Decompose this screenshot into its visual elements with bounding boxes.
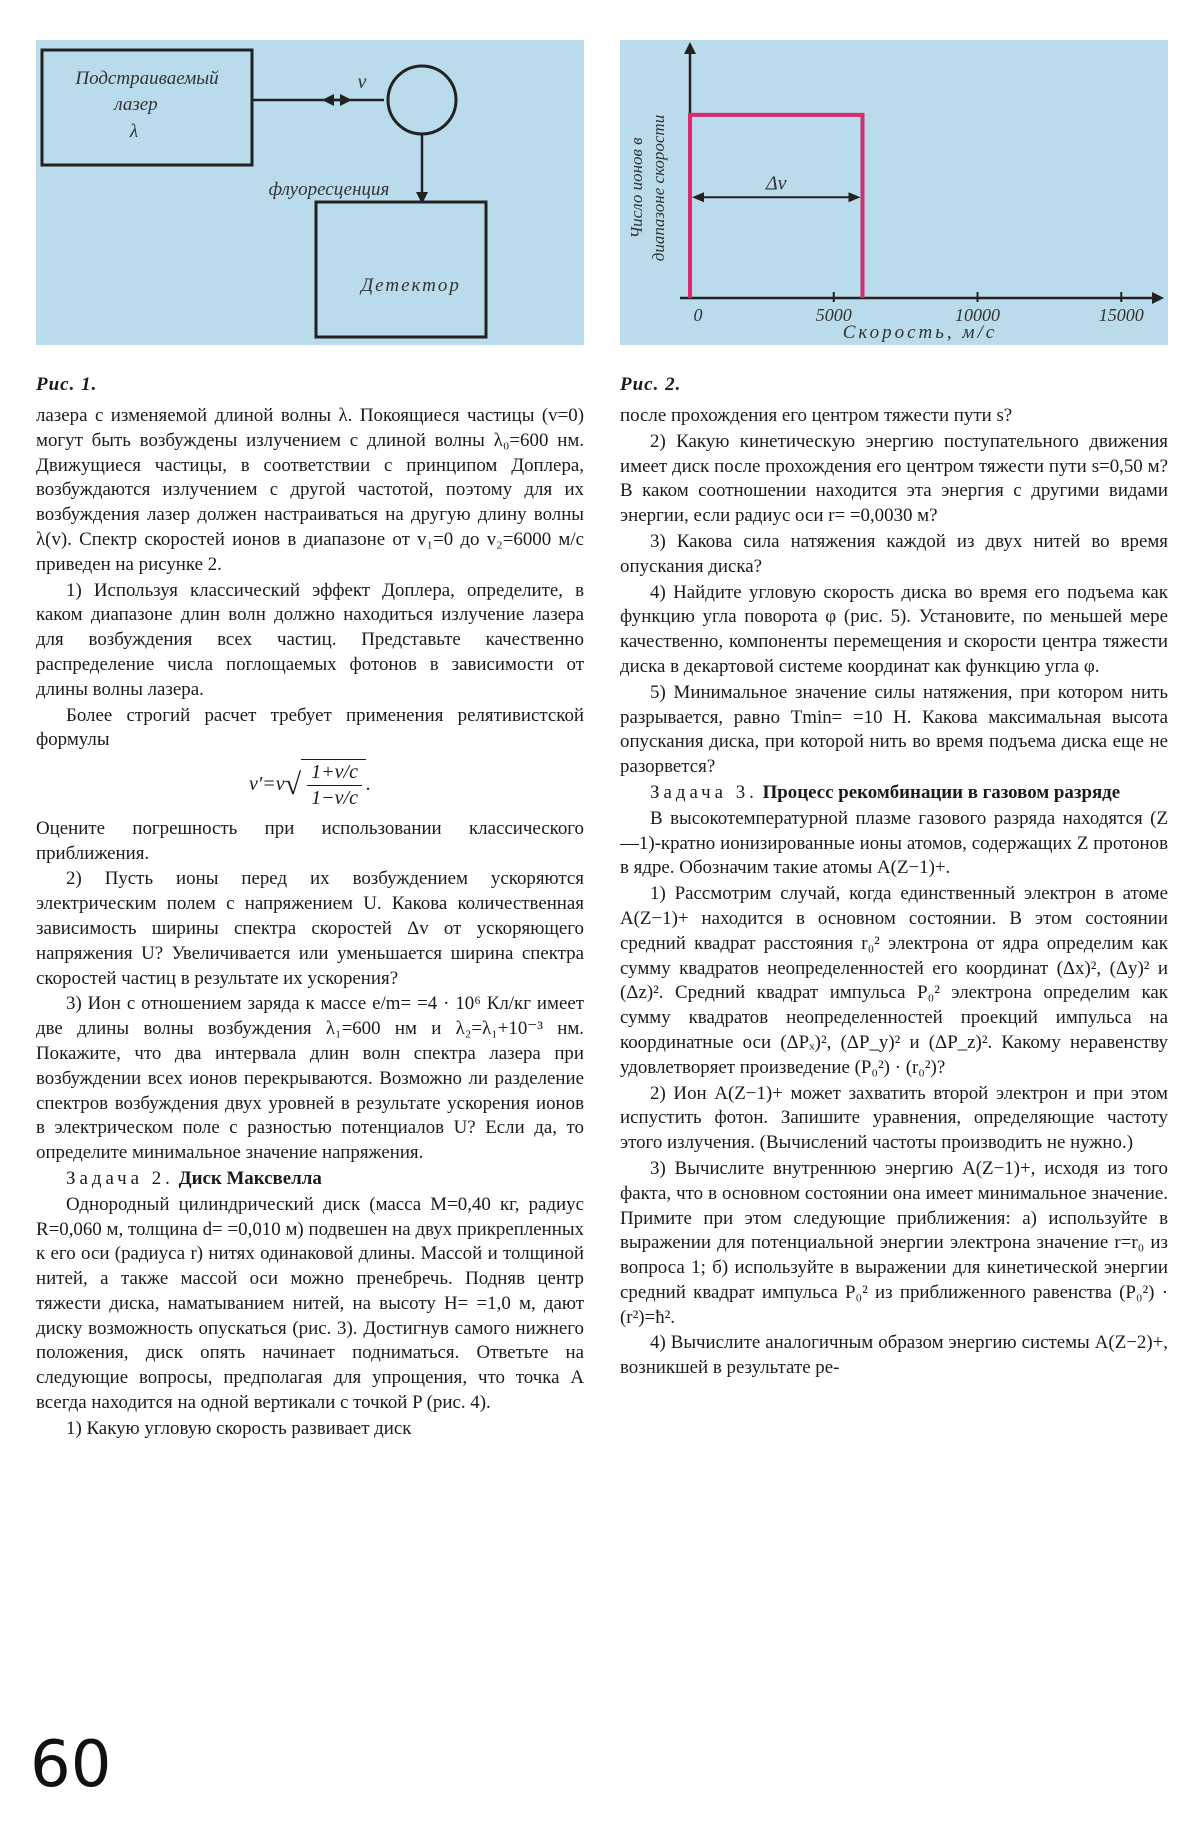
paragraph: 1) Рассмотрим случай, когда единственный электрон в атоме A(Z−1)+ находится в основном состоянии. В этом состоянии средний квадрат расстояния r₀² электрона от ядра определим как сумму квадратов неопределенностей его координат (Δx)², (Δy)² и (Δz)². Средний квадрат импульса P₀² электрона определим как сумму квадратов неопределенностей проекций импульса на координатные оси (ΔPₓ)², (ΔP_y)² и (ΔP_z)². Какому неравенству удовлетворяет произведение (P₀²) · (r₀²)?: [620, 883, 1168, 1078]
laser-label-1: Подстраиваемый: [75, 68, 219, 89]
paragraph: 2) Ион A(Z−1)+ может захватить второй электрон и при этом испустить фотон. Запишите уравнения, определяющие частоту этого излучения. (Вычислений частоты производить не нужно.): [620, 1082, 1168, 1154]
task-3-heading: [620, 781, 1168, 806]
paragraph: 1) Используя классический эффект Доплера, определите, в каком диапазоне длин волн должно находиться излучение лазера для возбуждения всех частиц. Представьте качественно распределение числа поглощаемых фотонов в зависимости от длины волны лазера.: [36, 579, 584, 700]
x-axis-arrowhead: [1152, 292, 1164, 304]
x-axis-label: Скорость, м/с: [842, 322, 998, 343]
fluorescence-label: флуоресценция: [268, 179, 390, 200]
paragraph: 3) Ион с отношением заряда к массе e/m= =4 · 10⁶ Кл/кг имеет две длины волны возбуждения λ₁=600 нм и λ₂=λ₁+10⁻³ нм. Покажите, что два интервала длин волн спектра лазера при возбуждении всех ионов перекрываются. Возможно ли разделение спектров возбуждения двух уровней в результате ускорения ионов в электрическом поле с разностью потенциалов U? Если да, то определите минимальное значение напряжения.: [36, 993, 584, 1164]
figure-1-diagram: [36, 40, 584, 345]
figure-1-svg: [36, 40, 584, 345]
paragraph: 5) Минимальное значение силы натяжения, при котором нить разрывается, равно Tmin= =10 Н. Какова максимальная высота опускания диска, при которой нить во время подъема диска еще не разорвется?: [620, 681, 1168, 778]
ion-circle: [388, 66, 456, 134]
paragraph: 3) Какова сила натяжения каждой из двух нитей во время опускания диска?: [620, 530, 1168, 577]
y-axis-arrowhead: [684, 42, 696, 54]
paragraph: 2) Пусть ионы перед их возбуждением ускоряются электрическим полем с напряжением U. Какова количественная зависимость ширины спектра скоростей Δv от ускоряющего напряжения U? Увеличивается или уменьшается ширина спектра скоростей частиц в результате их ускорения?: [36, 868, 584, 989]
figure-2-svg: [620, 40, 1168, 345]
x-tick-label: 0: [693, 305, 703, 325]
sqrt-sign: √: [284, 768, 302, 802]
delta-v-right-arrowhead: [849, 192, 861, 202]
y-axis-label-2: диапазоне скорости: [649, 114, 668, 262]
x-tick-label: 5000: [815, 305, 852, 325]
figure-2-chart: [620, 40, 1168, 345]
laser-label-3: λ: [129, 121, 139, 142]
right-text-column: [620, 404, 1168, 1382]
paragraph: Оцените погрешность при использовании классического приближения.: [36, 817, 584, 864]
figure-2-caption: Рис. 2.: [620, 374, 682, 395]
delta-v-label: Δv: [765, 172, 787, 195]
formula-denominator: 1−v/c: [311, 786, 358, 809]
laser-label-2: лазер: [114, 94, 158, 115]
formula-lhs: v′=v: [249, 773, 285, 796]
paragraph: 4) Вычислите аналогичным образом энергию системы A(Z−2)+, возникшей в результате ре-: [620, 1332, 1168, 1379]
paragraph: после прохождения его центром тяжести пути s?: [620, 405, 1013, 426]
spectrum-series-line: [690, 115, 863, 298]
left-text-column: [36, 404, 584, 1443]
page-number: 60: [30, 1728, 112, 1802]
formula-numerator: 1+v/c: [307, 760, 362, 786]
figure-1-caption: Рис. 1.: [36, 374, 98, 395]
paragraph: Однородный цилиндрический диск (масса M=0,40 кг, радиус R=0,060 м, толщина d= =0,010 м) подвешен на двух прикрепленных к его оси (радиуса r) нитях одинаковой длины. Массой и толщиной нитей, а также массой оси можно пренебречь. Подняв центр тяжести диска, наматыванием нитей, на высоту H= =1,0 м, дают диску возможность опускаться (рис. 3). Достигнув самого нижнего положения, диск опять начинает подниматься. Ответьте на следующие вопросы, предполагая для упрощения, что точка A всегда находится на одной вертикали с точкой P (рис. 4).: [36, 1193, 584, 1414]
detector-box: [316, 202, 486, 337]
paragraph: 4) Найдите угловую скорость диска во время его подъема как функцию угла поворота φ (рис. 5). Установите, по меньшей мере качественно, компоненты перемещения и скорости центра тяжести диска в декартовой системе координат как функцию угла φ.: [620, 581, 1168, 677]
task-3-title: Процесс рекомбинации в газовом разряде: [762, 781, 1121, 803]
paragraph: Более строгий расчет требует применения релятивистской формулы: [36, 704, 584, 751]
task-3-prefix: Задача 3.: [650, 781, 758, 803]
paragraph: 2) Какую кинетическую энергию поступательного движения имеет диск после прохождения его центром тяжести пути s=0,50 м? В каком соотношении находится эта энергия с другими видами энергии, если радиус оси r= =0,0030 м?: [620, 430, 1168, 527]
velocity-label: v: [357, 71, 367, 93]
detector-label: Детектор: [361, 275, 461, 296]
task-2-heading: [36, 1167, 584, 1192]
task-2-title: Диск Максвелла: [178, 1167, 322, 1189]
paragraph: В высокотемпературной плазме газового разряда находятся (Z—1)-кратно ионизированные ионы атомов, содержащих Z протонов в ядре. Обозначим такие атомы A(Z−1)+.: [620, 807, 1168, 879]
x-tick-label: 10000: [955, 305, 1000, 325]
x-tick-label: 15000: [1098, 305, 1144, 325]
paragraph: 1) Какую угловую скорость развивает диск: [66, 1417, 412, 1439]
formula-tail: .: [365, 773, 371, 796]
delta-v-left-arrowhead: [692, 192, 704, 202]
paragraph: лазера с изменяемой длиной волны λ. Покоящиеся частицы (v=0) могут быть возбуждены излучением с длиной волны λ₀=600 нм. Движущиеся частицы, в соответствии с принципом Доплера, возбуждаются излучением с другой частотой, поэтому для их возбуждения лазер должен настраиваться на другую длину волны λ(v). Спектр скоростей ионов в диапазоне от v₁=0 до v₂=6000 м/с приведен на рисунке 2.: [36, 405, 584, 575]
velocity-arrowhead: [322, 94, 334, 106]
relativistic-formula: [36, 759, 584, 811]
paragraph: 3) Вычислите внутреннюю энергию A(Z−1)+, исходя из того факта, что в основном состоянии она имеет минимальное значение. Примите при этом следующие приближения: а) используйте в выражении для потенциальной энергии электрона значение r=r₀ из вопроса 1; б) используйте в выражении для кинетической энергии средний квадрат импульса P₀² из приближенного равенства (P₀²) · (r²)=ħ².: [620, 1157, 1168, 1328]
task-2-prefix: Задача 2.: [66, 1167, 174, 1189]
y-axis-label-1: Число ионов в: [627, 137, 646, 239]
